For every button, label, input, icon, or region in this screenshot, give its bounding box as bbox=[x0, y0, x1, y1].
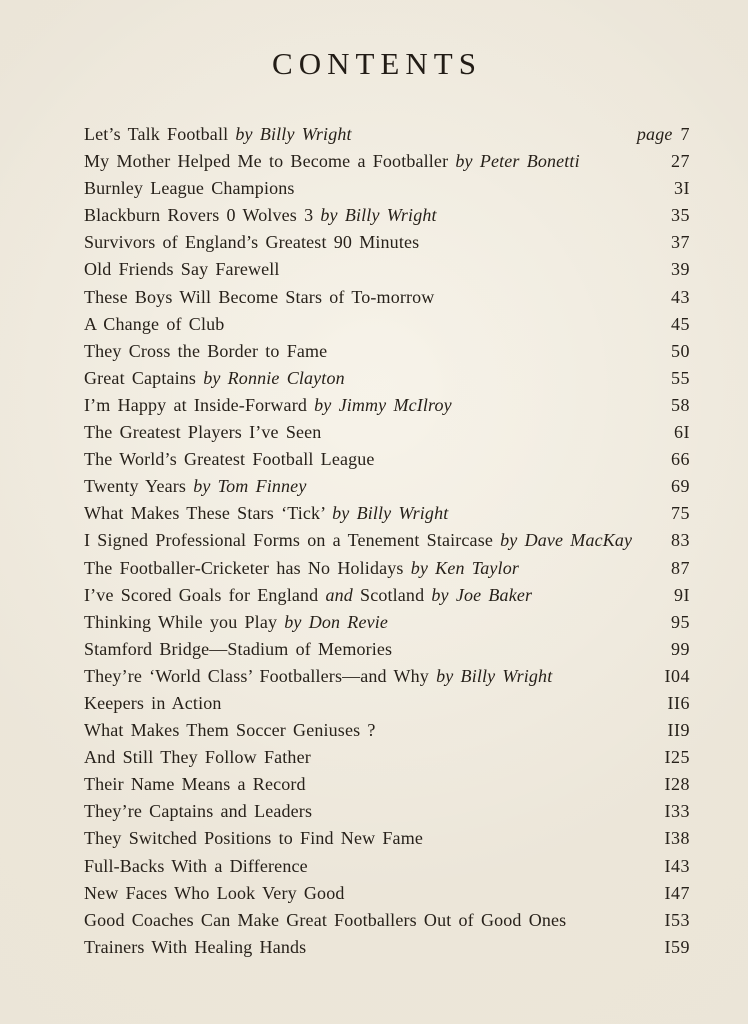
toc-row bbox=[84, 555, 690, 582]
toc-row bbox=[84, 690, 690, 717]
toc-entry-page bbox=[636, 338, 690, 365]
toc-entry-title bbox=[84, 121, 352, 148]
toc-row bbox=[84, 717, 690, 744]
toc-entry-title bbox=[84, 636, 392, 663]
toc-title-segment: Stamford Bridge—Stadium of Memories bbox=[84, 638, 393, 659]
toc-title-segment: They Switched Positions to Find New Fame bbox=[84, 828, 423, 849]
toc-entry-page bbox=[636, 311, 690, 338]
page-number: 66 bbox=[671, 449, 690, 470]
page-number: 99 bbox=[671, 638, 690, 659]
toc-title-segment: Keepers in Action bbox=[84, 692, 222, 713]
toc-row bbox=[84, 771, 690, 798]
page-number: 87 bbox=[671, 557, 690, 578]
toc-entry-page bbox=[636, 284, 690, 311]
toc-title-italic-segment: by Ken Taylor bbox=[410, 557, 520, 578]
toc-row bbox=[84, 798, 690, 825]
toc-entry-title bbox=[84, 907, 566, 934]
toc-entry-title bbox=[84, 284, 434, 311]
toc-entry-page bbox=[636, 907, 690, 934]
toc-title-segment: Let’s Talk Football bbox=[84, 124, 236, 144]
page-number: I04 bbox=[664, 665, 690, 686]
toc-row bbox=[84, 582, 690, 609]
toc-entry-title bbox=[84, 690, 222, 717]
toc-entry-page bbox=[636, 148, 690, 175]
toc-row bbox=[84, 853, 690, 880]
toc-entry-title bbox=[84, 663, 552, 690]
toc-row bbox=[84, 825, 690, 852]
page-number: I33 bbox=[664, 801, 690, 822]
toc-entry-title bbox=[84, 582, 532, 609]
toc-title-italic-segment: by Billy Wright bbox=[332, 503, 449, 524]
page-number: 50 bbox=[671, 340, 690, 361]
toc-title-segment: Blackburn Rovers 0 Wolves 3 bbox=[84, 205, 321, 226]
toc-title-italic-segment: by Don Revie bbox=[284, 611, 389, 632]
toc-title-italic-segment: by Billy Wright bbox=[436, 665, 553, 686]
toc-entry-page bbox=[636, 473, 690, 500]
toc-title-segment: Their Name Means a Record bbox=[84, 774, 306, 795]
toc-row bbox=[84, 419, 690, 446]
toc-title-segment: They’re Captains and Leaders bbox=[84, 801, 313, 822]
page-title: CONTENTS bbox=[272, 46, 482, 81]
toc-entry-page bbox=[636, 229, 690, 256]
toc-entry-page bbox=[636, 717, 690, 744]
toc-entry-title bbox=[84, 717, 376, 744]
toc-title-italic-segment: and bbox=[325, 584, 353, 605]
page-number: I53 bbox=[664, 909, 690, 930]
toc-row bbox=[84, 880, 690, 907]
page-number: 45 bbox=[671, 313, 690, 334]
page-number: 39 bbox=[671, 259, 690, 280]
toc-row bbox=[84, 473, 690, 500]
toc-entry-page bbox=[636, 853, 690, 880]
toc-row bbox=[84, 636, 690, 663]
toc-entry-title bbox=[84, 771, 306, 798]
toc-entry-page bbox=[636, 609, 690, 636]
toc-row bbox=[84, 284, 690, 311]
toc-title-segment: These Boys Will Become Stars of To-morrow bbox=[84, 286, 435, 307]
toc-entry-page bbox=[636, 256, 690, 283]
toc-entry-page bbox=[636, 175, 690, 202]
page-number: 3I bbox=[674, 178, 690, 199]
toc-row bbox=[84, 392, 690, 419]
toc-title-italic-segment: by Peter Bonetti bbox=[455, 151, 580, 172]
toc-entry-page bbox=[636, 555, 690, 582]
toc-title-italic-segment: by Tom Finney bbox=[193, 476, 307, 497]
toc-entry-page bbox=[636, 527, 690, 554]
toc-row bbox=[84, 229, 690, 256]
page-number: 58 bbox=[671, 394, 690, 415]
toc-entry-title bbox=[84, 798, 312, 825]
page-number: 35 bbox=[671, 205, 690, 226]
toc-title-segment: I’m Happy at Inside-Forward bbox=[84, 394, 315, 415]
page-number: 69 bbox=[671, 476, 690, 497]
toc-entry-title bbox=[84, 311, 224, 338]
toc-row bbox=[84, 175, 690, 202]
toc-title-italic-segment: by Ronnie Clayton bbox=[203, 367, 345, 388]
toc-title-segment: I’ve Scored Goals for England bbox=[84, 584, 326, 605]
toc-title-segment: My Mother Helped Me to Become a Footballer bbox=[84, 151, 456, 172]
toc-entry-title bbox=[84, 392, 452, 419]
toc-entry-page bbox=[636, 582, 690, 609]
page-word: page bbox=[636, 124, 673, 144]
toc-entry-page bbox=[636, 636, 690, 663]
toc-title-segment: What Makes Them Soccer Geniuses ? bbox=[84, 720, 376, 741]
toc-entry-title bbox=[84, 256, 280, 283]
toc-row bbox=[84, 527, 690, 554]
toc-title-segment: The Greatest Players I’ve Seen bbox=[84, 422, 322, 443]
toc-entry-title bbox=[84, 202, 437, 229]
toc-title-italic-segment: by Billy Wright bbox=[320, 205, 437, 226]
page-number: 9I bbox=[674, 584, 690, 605]
toc-row bbox=[84, 744, 690, 771]
page-number: II9 bbox=[667, 720, 690, 741]
page-number: 37 bbox=[671, 232, 690, 253]
toc-title-segment: Scotland bbox=[352, 584, 432, 605]
toc-title-segment: They Cross the Border to Fame bbox=[84, 340, 328, 361]
toc-entry-page bbox=[636, 365, 690, 392]
toc-title-segment: Burnley League Champions bbox=[84, 178, 295, 199]
toc-entry-title bbox=[84, 473, 306, 500]
toc-row bbox=[84, 934, 690, 961]
toc-title-segment: They’re ‘World Class’ Footballers—and Why bbox=[84, 665, 437, 686]
toc-entry-title bbox=[84, 446, 375, 473]
toc-entry-title bbox=[84, 148, 580, 175]
toc-row bbox=[84, 256, 690, 283]
page-number: 6I bbox=[674, 422, 690, 443]
page-number: I38 bbox=[664, 828, 690, 849]
page-number: 83 bbox=[671, 530, 690, 551]
toc-title-segment: The World’s Greatest Football League bbox=[84, 449, 375, 470]
toc-entry-title bbox=[84, 555, 519, 582]
toc-entry-page bbox=[636, 771, 690, 798]
toc-row bbox=[84, 609, 690, 636]
toc-entry-title bbox=[84, 880, 345, 907]
page-number: II6 bbox=[667, 692, 690, 713]
toc-entry-page bbox=[636, 744, 690, 771]
toc-entry-title bbox=[84, 853, 308, 880]
toc-title-segment: Thinking While you Play bbox=[84, 611, 285, 632]
toc-title-segment: Old Friends Say Farewell bbox=[84, 259, 280, 280]
toc-entry-title bbox=[84, 338, 327, 365]
toc-entry-title bbox=[84, 825, 423, 852]
toc-entry-page bbox=[636, 663, 690, 690]
page-number: I59 bbox=[664, 936, 690, 957]
toc-title-italic-segment: by Jimmy McIlroy bbox=[314, 394, 452, 415]
toc-title-segment: And Still They Follow Father bbox=[84, 747, 311, 768]
toc-title-segment: What Makes These Stars ‘Tick’ bbox=[84, 503, 333, 524]
toc-entry-page bbox=[636, 419, 690, 446]
toc-row bbox=[84, 148, 690, 175]
page-number: I43 bbox=[664, 855, 690, 876]
toc-title-segment: Survivors of England’s Greatest 90 Minutes bbox=[84, 232, 420, 253]
toc-row bbox=[84, 311, 690, 338]
toc-entry-title bbox=[84, 934, 306, 961]
toc-title-segment: A Change of Club bbox=[84, 313, 225, 334]
toc-entry-page bbox=[636, 690, 690, 717]
toc-entry-page bbox=[636, 500, 690, 527]
toc-entry-page bbox=[636, 825, 690, 852]
toc-title-italic-segment: by Dave MacKay bbox=[500, 530, 633, 551]
toc-entry-title bbox=[84, 419, 321, 446]
page-number: 75 bbox=[671, 503, 690, 524]
toc-row bbox=[84, 663, 690, 690]
toc-row bbox=[84, 365, 690, 392]
page-number: 95 bbox=[671, 611, 690, 632]
toc-entry-page bbox=[636, 392, 690, 419]
toc-title-segment: Good Coaches Can Make Great Footballers Out of Good Ones bbox=[84, 909, 567, 930]
toc-entry-title bbox=[84, 229, 419, 256]
toc-entry-title bbox=[84, 500, 448, 527]
toc-entry-page bbox=[636, 202, 690, 229]
page-number: 43 bbox=[671, 286, 690, 307]
toc-row bbox=[84, 202, 690, 229]
toc-row bbox=[84, 446, 690, 473]
toc-entry-title bbox=[84, 609, 388, 636]
toc-title-segment: Great Captains bbox=[84, 367, 204, 388]
toc-title-segment: The Footballer-Cricketer has No Holidays bbox=[84, 557, 411, 578]
toc-entry-page bbox=[636, 798, 690, 825]
toc-title-italic-segment: by Joe Baker bbox=[431, 584, 533, 605]
toc-entry-page bbox=[636, 880, 690, 907]
toc-entry-title bbox=[84, 365, 345, 392]
page-number: 27 bbox=[671, 151, 690, 172]
page-number: 55 bbox=[671, 367, 690, 388]
toc-title-segment: New Faces Who Look Very Good bbox=[84, 882, 345, 903]
toc-title-segment: Full-Backs With a Difference bbox=[84, 855, 308, 876]
toc-title-segment: I Signed Professional Forms on a Tenement Staircase bbox=[84, 530, 501, 551]
page-number: I47 bbox=[664, 882, 690, 903]
toc-row bbox=[84, 907, 690, 934]
toc-entry-title bbox=[84, 175, 295, 202]
toc-title-italic-segment: by Billy Wright bbox=[235, 124, 352, 144]
toc-title-segment: Twenty Years bbox=[84, 476, 194, 497]
toc-entry-title bbox=[84, 527, 632, 554]
toc-entry-page bbox=[636, 446, 690, 473]
toc-title-segment: Trainers With Healing Hands bbox=[84, 936, 307, 957]
toc-row bbox=[84, 500, 690, 527]
toc-row bbox=[84, 121, 690, 148]
page-number: I28 bbox=[664, 774, 690, 795]
toc-entry-title bbox=[84, 744, 311, 771]
toc-list bbox=[84, 121, 690, 961]
toc-row bbox=[84, 338, 690, 365]
toc-entry-page bbox=[636, 934, 690, 961]
page-number: 7 bbox=[680, 124, 690, 144]
page-number: I25 bbox=[664, 747, 690, 768]
toc-entry-page bbox=[627, 121, 690, 148]
